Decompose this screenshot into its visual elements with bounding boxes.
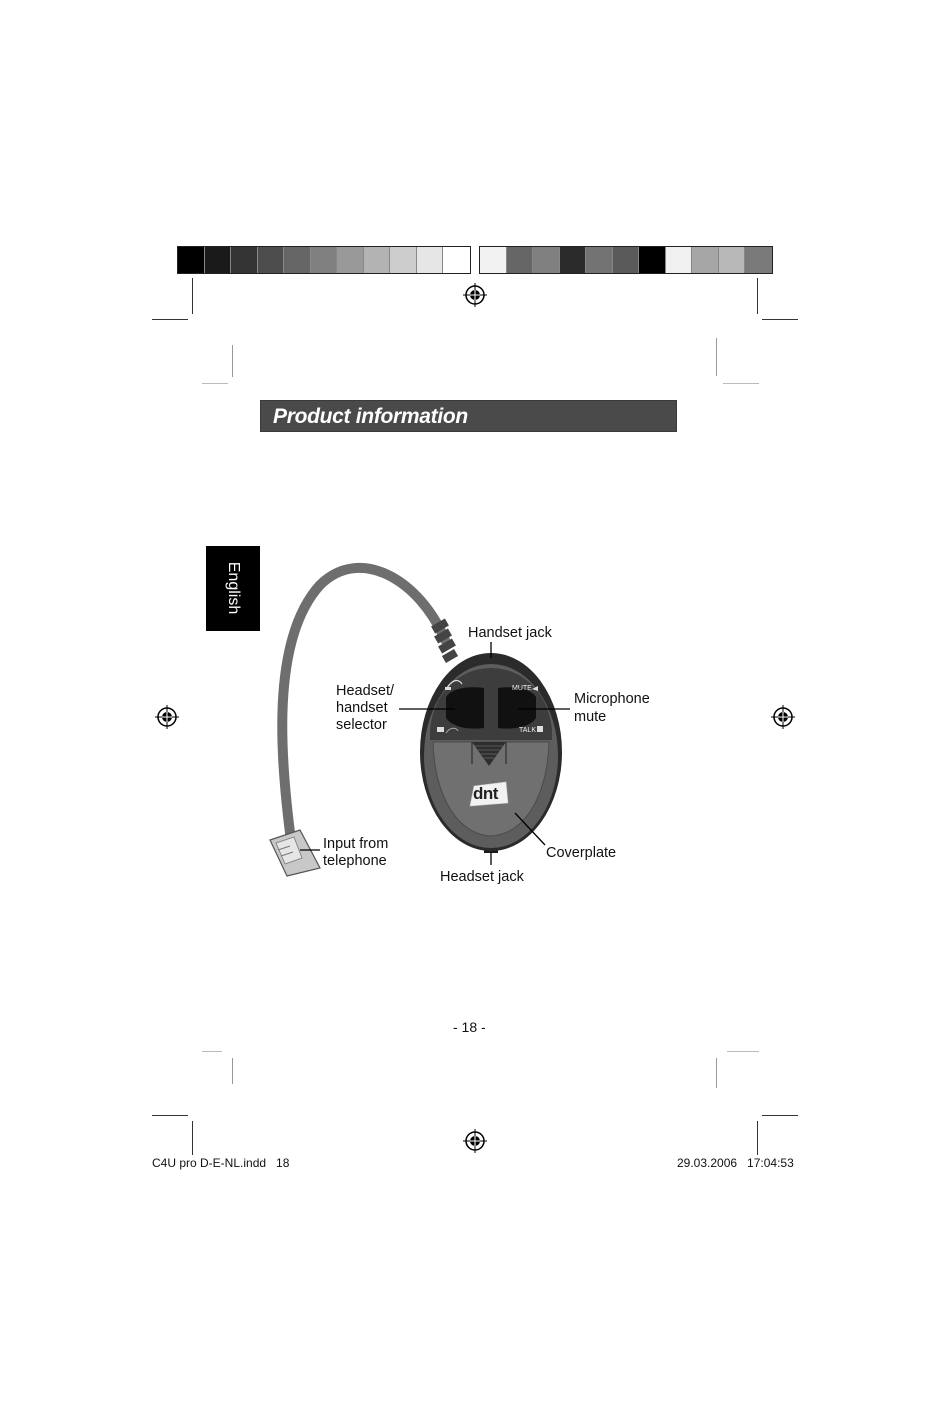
label-coverplate: Coverplate — [546, 845, 617, 861]
page-number: - 18 - — [453, 1019, 486, 1035]
label-microphone-mute-1: Microphone — [574, 691, 650, 707]
microphone-mute-button — [498, 687, 536, 728]
crop-mark — [762, 1115, 798, 1116]
footer-date-time: 29.03.2006 17:04:53 — [677, 1156, 794, 1170]
crop-mark — [232, 1058, 233, 1084]
label-input-telephone-2: telephone — [323, 853, 387, 869]
label-handset-jack: Handset jack — [468, 625, 552, 641]
headset-selector-button — [446, 687, 484, 728]
language-tab-label: English — [225, 561, 242, 615]
telephone-plug-icon — [270, 830, 320, 876]
crop-mark — [757, 1121, 758, 1155]
label-headset-selector-2: handset — [336, 700, 388, 716]
crop-mark — [202, 1051, 222, 1052]
crop-mark — [716, 1058, 717, 1088]
mute-label: MUTE — [512, 685, 532, 692]
label-headset-selector-1: Headset/ — [336, 683, 395, 699]
registration-mark-icon — [463, 1129, 487, 1153]
crop-mark — [727, 1051, 759, 1052]
crop-mark — [192, 1121, 193, 1155]
page-title: Product information — [273, 405, 468, 428]
label-microphone-mute-2: mute — [574, 709, 607, 725]
label-input-telephone-1: Input from — [323, 836, 389, 852]
label-headset-jack: Headset jack — [440, 869, 524, 885]
footer-file-info: C4U pro D-E-NL.indd 18 — [152, 1156, 290, 1170]
label-headset-selector-3: selector — [336, 717, 387, 733]
crop-mark — [152, 1115, 188, 1116]
talk-label: TALK — [519, 727, 536, 734]
dnt-logo-text: dnt — [473, 784, 498, 803]
